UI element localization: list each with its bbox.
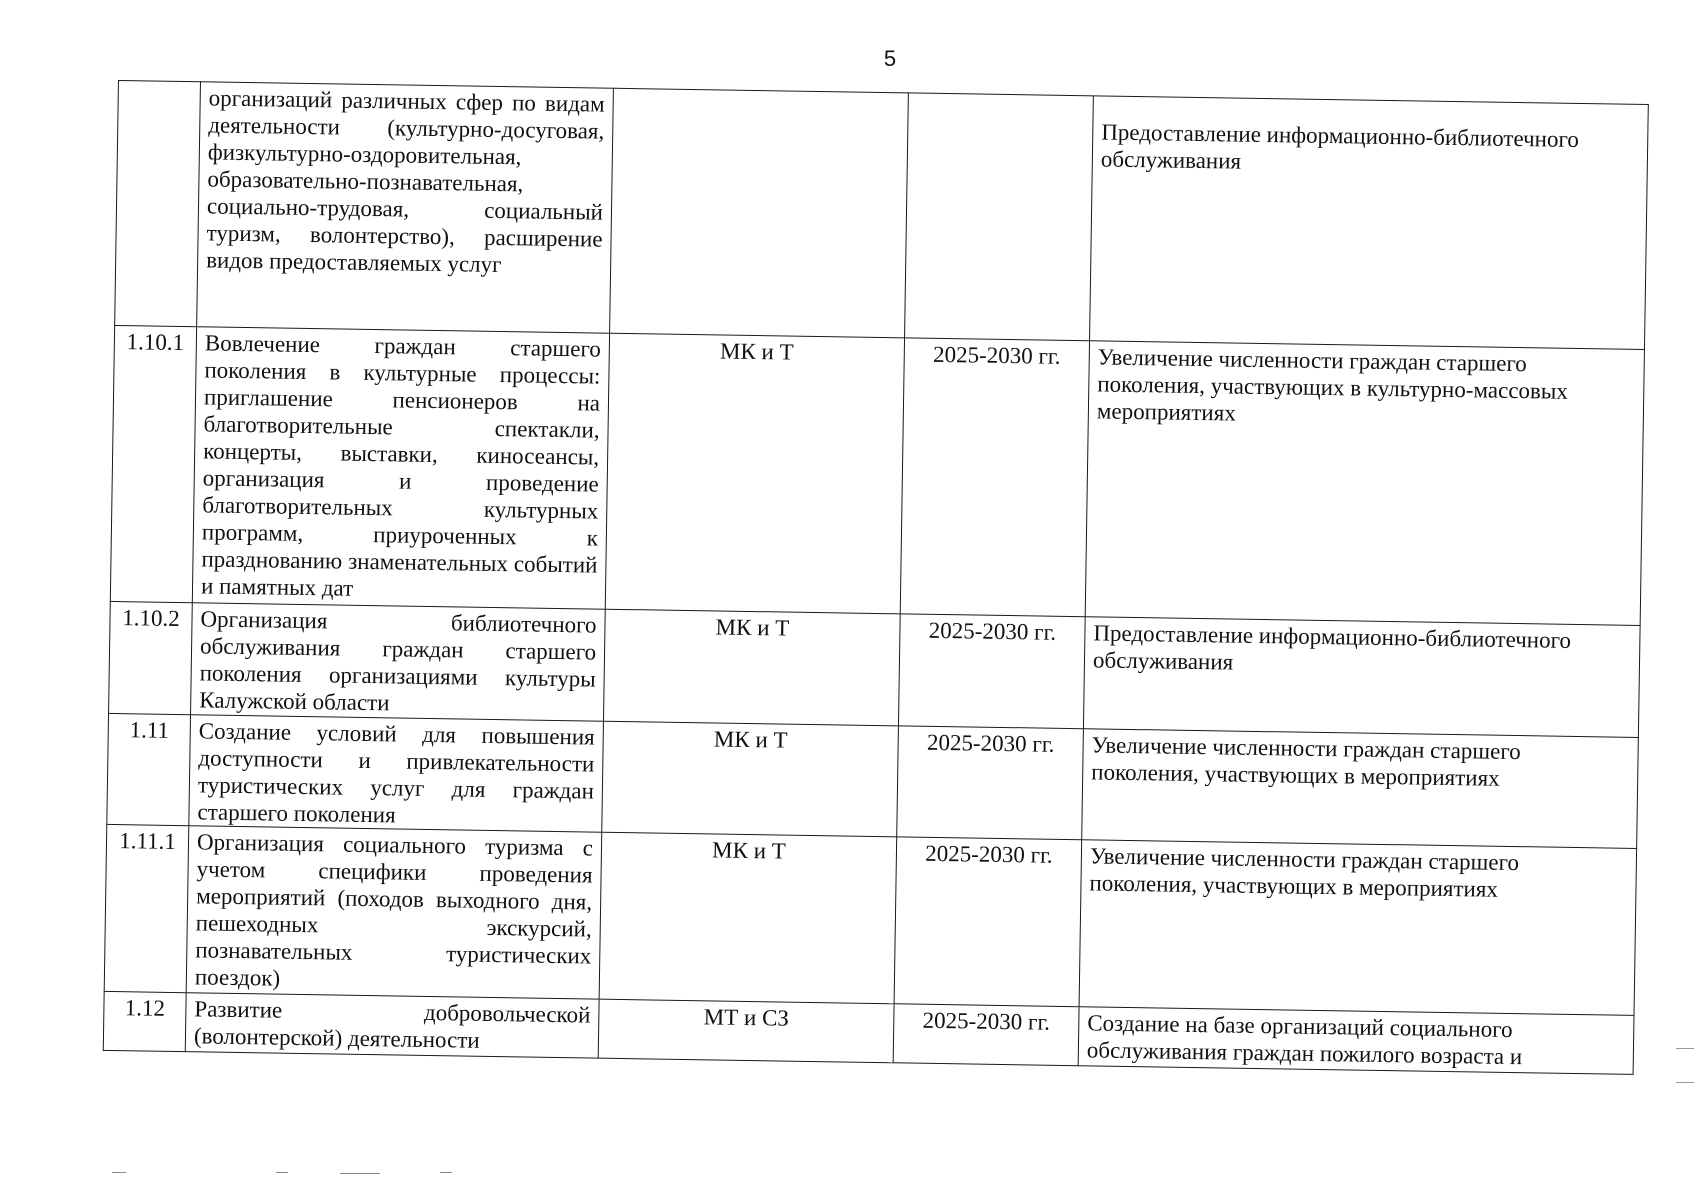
- result-cell: Увеличение численности граждан старшего поколения, участвующих в культурно-массовых мероприятиях: [1085, 341, 1644, 626]
- executor-cell: МК и Т: [602, 721, 899, 837]
- term-cell: 2025-2030 гг.: [900, 338, 1089, 617]
- term-cell: 2025-2030 гг.: [894, 837, 1082, 1007]
- scan-artifact: [276, 1172, 288, 1173]
- result-cell: Увеличение численности граждан старшего поколения, участвующих в мероприятиях: [1082, 729, 1639, 849]
- scan-artifact: [1676, 1082, 1694, 1083]
- row-number-cell: 1.11.1: [104, 824, 189, 992]
- row-number-cell: 1.11: [107, 713, 191, 825]
- measure-name-cell: организаций различных сфер по видам деятельности (культурно-досуговая, физкультурно-оздоровительная, образовательно-познавательная, социально-трудовая, социальный туризм, волонтерство), расширение видов предоставляемых услуг: [197, 82, 614, 333]
- measures-table-wrapper: [103, 80, 1648, 1075]
- scan-artifact: [340, 1173, 380, 1174]
- table-row: [115, 81, 1649, 350]
- row-number-cell: [115, 81, 201, 327]
- executor-cell: МК и Т: [603, 609, 900, 726]
- result-cell: Предоставление информационно-библиотечного обслуживания: [1090, 96, 1649, 350]
- measure-name-cell: Создание условий для повышения доступности и привлекательности туристических услуг для граждан старшего поколения: [189, 715, 604, 832]
- term-cell: 2025-2030 гг.: [893, 1004, 1079, 1066]
- result-cell: [1078, 1007, 1634, 1075]
- table-row: [104, 824, 1636, 1015]
- term-cell: 2025-2030 гг.: [897, 726, 1084, 840]
- scan-artifact: [112, 1172, 126, 1173]
- result-cell: Увеличение численности граждан старшего поколения, участвующих в мероприятиях: [1079, 840, 1637, 1016]
- measure-name-cell: Организация социального туризма с учетом специфики проведения мероприятий (походов выходного дня, пешеходных экскурсий, познавательных туристических поездок): [186, 826, 602, 999]
- scan-artifact: [440, 1172, 452, 1173]
- row-number-cell: 1.12: [103, 991, 186, 1051]
- row-number-cell: 1.10.1: [110, 325, 196, 602]
- executor-cell: МК и Т: [605, 333, 904, 614]
- executor-cell: МК и Т: [599, 832, 897, 1004]
- result-cell-text: Создание на базе организаций социального обслуживания граждан пожилого возраста и: [1086, 1010, 1523, 1070]
- executor-cell: МТ и СЗ: [598, 999, 894, 1063]
- term-cell: [905, 93, 1094, 341]
- measure-name-cell: Вовлечение граждан старшего поколения в культурные процессы: приглашение пенсионеров на благотворительные спектакли, концерты, выставки, киносеансы, организация и проведение благотворительных культурных программ, приуроченных к празднованию знаменательных событий и памятных дат: [192, 327, 609, 609]
- measures-table: [103, 80, 1649, 1075]
- result-cell: Предоставление информационно-библиотечного обслуживания: [1083, 617, 1640, 738]
- executor-cell: [610, 88, 909, 338]
- measure-name-cell: Организация библиотечного обслуживания граждан старшего поколения организациями культуры Калужской области: [191, 603, 606, 721]
- term-cell: 2025-2030 гг.: [898, 614, 1085, 729]
- row-number-cell: 1.10.2: [109, 601, 193, 714]
- page-number: 5: [883, 46, 897, 71]
- table-row: [110, 325, 1644, 625]
- measure-name-cell: Развитие добровольческой (волонтерской) деятельности: [185, 993, 599, 1058]
- scan-artifact: [1676, 1048, 1694, 1049]
